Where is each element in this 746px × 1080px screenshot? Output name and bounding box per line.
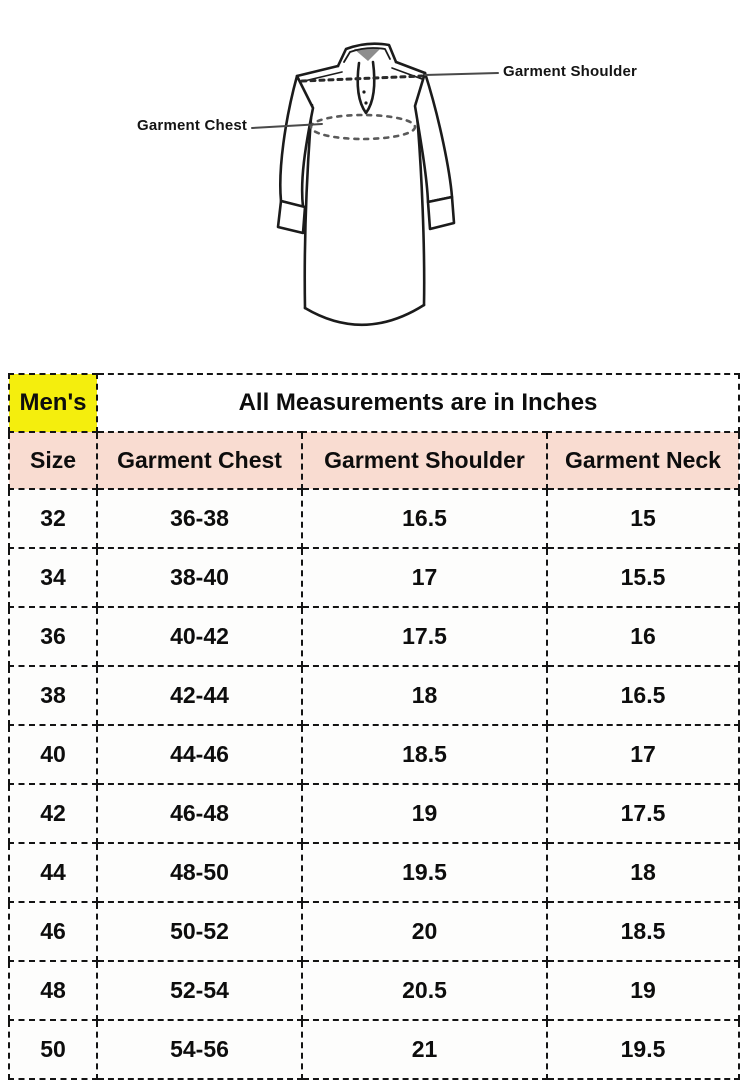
table-row xyxy=(9,548,739,607)
col-header-size: Size xyxy=(9,432,97,489)
table-cell: 21 xyxy=(302,1020,547,1079)
table-cell: 38 xyxy=(9,666,97,725)
table-row xyxy=(9,843,739,902)
table-cell: 19 xyxy=(547,961,739,1020)
table-cell: 16.5 xyxy=(302,489,547,548)
table-cell: 40-42 xyxy=(97,607,302,666)
table-cell: 54-56 xyxy=(97,1020,302,1079)
table-cell: 40 xyxy=(9,725,97,784)
table-cell: 44-46 xyxy=(97,725,302,784)
table-cell: 15 xyxy=(547,489,739,548)
table-cell: 17 xyxy=(302,548,547,607)
size-table-body xyxy=(9,489,739,1079)
size-chart-table xyxy=(8,373,740,1080)
kurta-illustration-icon xyxy=(0,0,746,373)
table-cell: 36 xyxy=(9,607,97,666)
table-cell: 38-40 xyxy=(97,548,302,607)
table-cell: 34 xyxy=(9,548,97,607)
table-cell: 19 xyxy=(302,784,547,843)
table-row xyxy=(9,725,739,784)
table-cell: 44 xyxy=(9,843,97,902)
garment-diagram xyxy=(0,0,746,373)
table-cell: 18.5 xyxy=(302,725,547,784)
table-cell: 17.5 xyxy=(302,607,547,666)
table-row xyxy=(9,607,739,666)
col-header-garment-neck: Garment Neck xyxy=(547,432,739,489)
table-cell: 32 xyxy=(9,489,97,548)
table-row xyxy=(9,784,739,843)
table-cell: 17.5 xyxy=(547,784,739,843)
col-header-garment-shoulder: Garment Shoulder xyxy=(302,432,547,489)
header-row xyxy=(9,432,739,489)
table-cell: 15.5 xyxy=(547,548,739,607)
table-title: All Measurements are in Inches xyxy=(97,374,739,432)
table-cell: 20.5 xyxy=(302,961,547,1020)
table-cell: 16 xyxy=(547,607,739,666)
table-row xyxy=(9,666,739,725)
table-cell: 42-44 xyxy=(97,666,302,725)
table-row xyxy=(9,489,739,548)
title-row xyxy=(9,374,739,432)
table-cell: 18.5 xyxy=(547,902,739,961)
table-row xyxy=(9,1020,739,1079)
table-cell: 48 xyxy=(9,961,97,1020)
table-cell: 17 xyxy=(547,725,739,784)
table-cell: 19.5 xyxy=(302,843,547,902)
table-cell: 36-38 xyxy=(97,489,302,548)
col-header-garment-chest: Garment Chest xyxy=(97,432,302,489)
table-cell: 16.5 xyxy=(547,666,739,725)
table-cell: 52-54 xyxy=(97,961,302,1020)
shoulder-label: Garment Shoulder xyxy=(503,63,638,80)
table-cell: 20 xyxy=(302,902,547,961)
gender-badge: Men's xyxy=(9,374,97,432)
table-cell: 18 xyxy=(302,666,547,725)
table-cell: 50-52 xyxy=(97,902,302,961)
table-cell: 19.5 xyxy=(547,1020,739,1079)
table-cell: 46-48 xyxy=(97,784,302,843)
table-cell: 46 xyxy=(9,902,97,961)
table-cell: 18 xyxy=(547,843,739,902)
table-row xyxy=(9,902,739,961)
table-row xyxy=(9,961,739,1020)
table-cell: 48-50 xyxy=(97,843,302,902)
table-cell: 50 xyxy=(9,1020,97,1079)
table-cell: 42 xyxy=(9,784,97,843)
chest-label: Garment Chest xyxy=(137,117,248,134)
